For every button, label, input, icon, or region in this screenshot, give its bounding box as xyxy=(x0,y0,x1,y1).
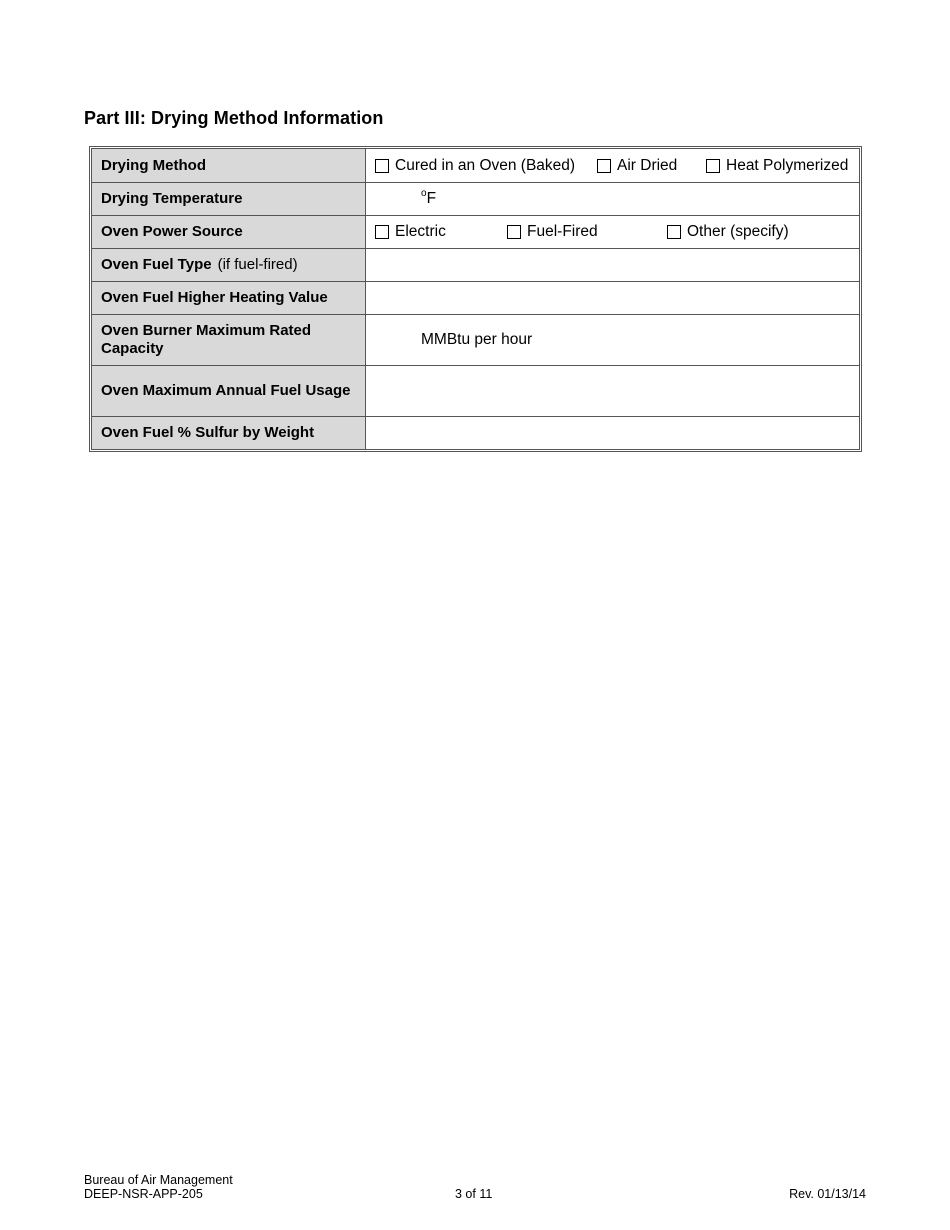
option-cured-in-oven[interactable] xyxy=(375,149,575,182)
checkbox-electric[interactable] xyxy=(375,225,389,239)
drying-method-label: Drying Method xyxy=(92,149,366,182)
drying-method-form xyxy=(89,146,862,452)
drying-method-options xyxy=(366,149,859,182)
checkbox-cured-in-oven[interactable] xyxy=(375,159,389,173)
footer-page-number: 3 of 11 xyxy=(455,1187,493,1201)
option-cured-in-oven-label: Cured in an Oven (Baked) xyxy=(395,156,576,174)
option-fuel-fired-label: Fuel-Fired xyxy=(527,223,598,240)
oven-fuel-sulfur-label: Oven Fuel % Sulfur by Weight xyxy=(92,417,366,449)
option-air-dried[interactable] xyxy=(597,149,677,182)
row-oven-burner-capacity xyxy=(92,314,859,365)
row-drying-method xyxy=(92,149,859,182)
oven-power-source-options xyxy=(366,216,859,248)
oven-annual-fuel-usage-label: Oven Maximum Annual Fuel Usage xyxy=(92,366,366,416)
checkbox-other-specify[interactable] xyxy=(667,225,681,239)
row-oven-annual-fuel-usage xyxy=(92,365,859,416)
drying-temperature-label: Drying Temperature xyxy=(92,183,366,215)
row-oven-fuel-heating-value xyxy=(92,281,859,314)
oven-fuel-type-field[interactable] xyxy=(366,249,859,281)
degree-symbol: o xyxy=(421,187,427,199)
row-oven-fuel-type xyxy=(92,248,859,281)
mmbtu-per-hour-unit: MMBtu per hour xyxy=(421,331,533,348)
drying-temperature-field[interactable] xyxy=(366,183,859,215)
fahrenheit-letter: F xyxy=(426,190,437,207)
option-fuel-fired[interactable] xyxy=(507,216,598,248)
option-other-specify[interactable] xyxy=(667,216,789,248)
oven-burner-capacity-label: Oven Burner Maximum Rated Capacity xyxy=(92,315,366,365)
oven-fuel-sulfur-field[interactable] xyxy=(366,417,859,449)
checkbox-fuel-fired[interactable] xyxy=(507,225,521,239)
footer-left xyxy=(84,1173,233,1201)
option-heat-polymerized-label: Heat Polymerized xyxy=(726,156,849,174)
oven-fuel-type-label xyxy=(92,249,366,281)
oven-fuel-type-note: (if fuel-fired) xyxy=(217,256,298,273)
option-electric[interactable] xyxy=(375,216,446,248)
checkbox-heat-polymerized[interactable] xyxy=(706,159,720,173)
oven-fuel-heating-value-label: Oven Fuel Higher Heating Value xyxy=(92,282,366,314)
footer-revision: Rev. 01/13/14 xyxy=(789,1187,866,1201)
degrees-fahrenheit-unit xyxy=(421,183,436,215)
oven-power-source-label: Oven Power Source xyxy=(92,216,366,248)
oven-burner-capacity-field[interactable] xyxy=(366,315,859,365)
oven-annual-fuel-usage-field[interactable] xyxy=(366,366,859,416)
oven-fuel-heating-value-field[interactable] xyxy=(366,282,859,314)
checkbox-air-dried[interactable] xyxy=(597,159,611,173)
row-oven-fuel-sulfur xyxy=(92,416,859,449)
section-title: Part III: Drying Method Information xyxy=(84,108,384,128)
row-drying-temperature xyxy=(92,182,859,215)
option-other-specify-label: Other (specify) xyxy=(687,223,789,240)
footer-org: Bureau of Air Management xyxy=(84,1173,233,1187)
option-electric-label: Electric xyxy=(395,223,446,240)
oven-fuel-type-label-text: Oven Fuel Type xyxy=(101,256,212,273)
row-oven-power-source xyxy=(92,215,859,248)
option-heat-polymerized[interactable] xyxy=(706,149,848,182)
footer-form-id: DEEP-NSR-APP-205 xyxy=(84,1187,203,1201)
option-air-dried-label: Air Dried xyxy=(617,156,678,174)
